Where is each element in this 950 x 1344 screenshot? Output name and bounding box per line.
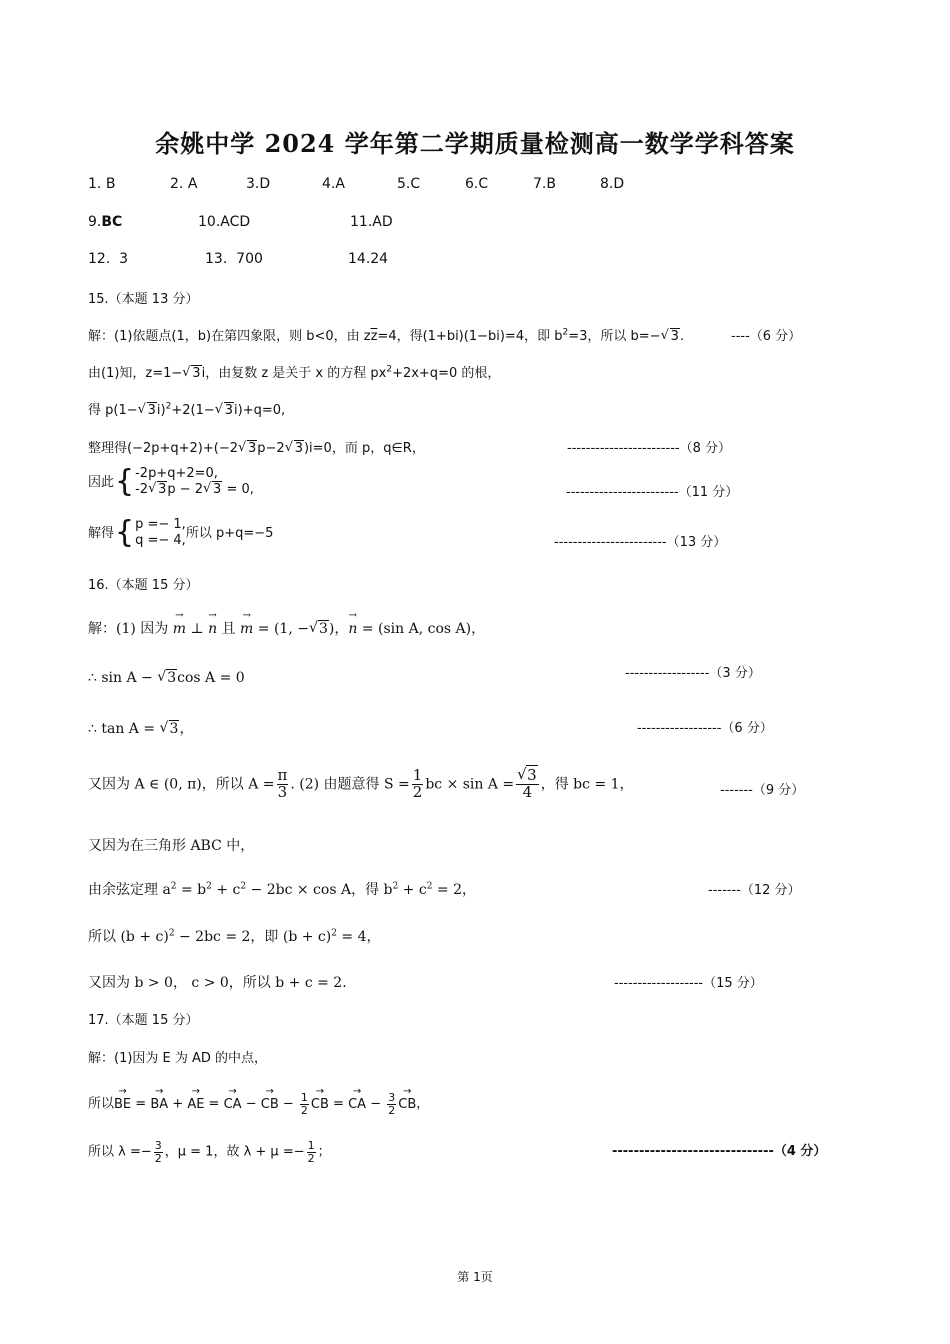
q15-score-8: ------------------------（8 分） bbox=[567, 441, 731, 456]
fraction-3-2 bbox=[387, 1092, 396, 1116]
q16-l3-text: ∴ tan A = bbox=[88, 721, 160, 737]
q15-l1-text: =4，得(1+bi)(1−bi)=4，即 b bbox=[377, 329, 563, 344]
q17-l3-text: ； bbox=[317, 1144, 331, 1160]
vector-n: → n bbox=[348, 621, 357, 637]
equation-2: q =− 4, bbox=[135, 533, 186, 549]
superscript: 2 bbox=[386, 364, 393, 375]
q16-l4-text: ，得 bc = 1， bbox=[540, 776, 634, 793]
superscript: 2 bbox=[331, 928, 337, 939]
fraction-1-2 bbox=[412, 768, 424, 801]
denominator: 4 bbox=[522, 782, 533, 801]
q16-line-3 bbox=[88, 718, 193, 738]
answer-num: 4. bbox=[322, 176, 336, 192]
eq-text: = 0, bbox=[222, 482, 254, 498]
q15-score-11: ------------------------（11 分） bbox=[566, 485, 739, 500]
q16-l1-text: = (1, − bbox=[257, 621, 309, 637]
answer-value: C bbox=[410, 176, 421, 192]
q17-l2-text: 所以 bbox=[88, 1096, 115, 1112]
answer-value: A bbox=[335, 176, 345, 192]
q16-l7-text: 所以 (b + c) bbox=[88, 929, 169, 945]
answer-7 bbox=[533, 176, 556, 192]
radicand: 3 bbox=[167, 670, 177, 686]
superscript: 2 bbox=[392, 881, 399, 892]
numerator: 3 bbox=[388, 1091, 396, 1104]
fraction-3-2 bbox=[154, 1140, 163, 1164]
vector-BE: → BE bbox=[114, 1097, 131, 1112]
answer-value: 3 bbox=[119, 251, 129, 267]
sqrt-symbol bbox=[148, 482, 167, 498]
q15-l1-text: 解：(1)依题点(1，b)在第四象限，则 b<0，由 z bbox=[88, 329, 371, 344]
vector-CB: → CB bbox=[398, 1097, 416, 1112]
fraction-pi-3 bbox=[277, 768, 289, 801]
radicand: 3 bbox=[147, 403, 156, 418]
answer-6 bbox=[465, 176, 488, 192]
q16-l2-text: ∴ sin A − bbox=[88, 670, 158, 686]
q16-l6-text: + c bbox=[398, 882, 427, 898]
q15-l5-text: 因此 bbox=[88, 474, 115, 490]
vector-m: → m bbox=[173, 621, 186, 637]
numerator: 1 bbox=[307, 1139, 315, 1152]
answer-num: 12. bbox=[88, 251, 111, 267]
sqrt-symbol bbox=[215, 403, 234, 418]
vector-m: → m bbox=[240, 621, 253, 637]
answer-num: 13. bbox=[205, 251, 228, 267]
answer-num: 5. bbox=[397, 176, 411, 192]
q16-l6-text: = 2， bbox=[432, 882, 476, 898]
superscript: 2 bbox=[206, 881, 212, 892]
sqrt-symbol bbox=[138, 403, 157, 418]
sqrt-symbol bbox=[661, 329, 680, 344]
answer-value: BC bbox=[101, 214, 123, 230]
q16-line-6 bbox=[88, 879, 476, 899]
radicand: 3 bbox=[318, 621, 328, 637]
superscript: 2 bbox=[165, 401, 172, 412]
answer-value: ACD bbox=[220, 214, 251, 230]
q16-l6-text: 由余弦定理 a bbox=[88, 882, 171, 898]
superscript: 2 bbox=[562, 327, 569, 338]
answer-num: 7. bbox=[533, 176, 547, 192]
equation-system bbox=[135, 466, 254, 499]
answer-value: D bbox=[259, 176, 271, 192]
q16-l4-text: 又因为 A ∈ (0, π)，所以 A = bbox=[88, 776, 275, 793]
numerator: 1 bbox=[412, 766, 423, 784]
q15-l6-text: 所以 p+q=−5 bbox=[185, 525, 274, 541]
page-footer: 第 1页 bbox=[457, 1270, 493, 1284]
q16-l3-text: ， bbox=[179, 721, 194, 737]
numerator: 3 bbox=[154, 1139, 162, 1152]
vector-n: → n bbox=[208, 621, 217, 637]
numerator: π bbox=[277, 766, 288, 784]
answer-value: C bbox=[478, 176, 489, 192]
answer-num: 1. bbox=[88, 176, 102, 192]
answer-9 bbox=[88, 214, 122, 230]
answer-num: 3. bbox=[246, 176, 260, 192]
q15-line-4 bbox=[88, 437, 425, 456]
q16-line-2 bbox=[88, 670, 245, 686]
q16-header: 16.（本题 15 分） bbox=[88, 578, 199, 593]
q16-line-1: 解：(1) 因为 → m ⊥ → n 且 → m = (1, − √ 3)，→ n = (sin A, cos A)， bbox=[88, 618, 485, 638]
q16-l6-text: = b bbox=[176, 882, 207, 898]
q16-score-3: ------------------（3 分） bbox=[625, 666, 761, 681]
q16-l2-text: cos A = 0 bbox=[177, 670, 245, 686]
superscript: 2 bbox=[170, 881, 177, 892]
answer-num: 9. bbox=[88, 214, 102, 230]
radicand: 3 bbox=[192, 366, 201, 381]
denominator: 2 bbox=[307, 1151, 315, 1165]
q17-header: 17.（本题 15 分） bbox=[88, 1013, 199, 1028]
q16-line-7 bbox=[88, 926, 381, 946]
q16-line-4 bbox=[88, 768, 634, 801]
answer-1 bbox=[88, 176, 115, 192]
q17-score-4: ------------------------------（4 分） bbox=[612, 1144, 827, 1159]
q16-l6-text: − 2bc × cos A，得 b bbox=[246, 882, 393, 898]
q16-l4-text: bc × sin A = bbox=[425, 776, 515, 793]
sqrt-symbol bbox=[160, 721, 180, 737]
q15-l6-text: 解得 bbox=[88, 525, 115, 541]
answer-num: 11. bbox=[350, 214, 373, 230]
answer-num: 8. bbox=[600, 176, 614, 192]
q15-line-2 bbox=[88, 362, 500, 381]
q17-line-3 bbox=[88, 1140, 331, 1164]
sqrt-symbol bbox=[238, 441, 257, 456]
radicand: 3 bbox=[213, 482, 222, 498]
numerator: 1 bbox=[300, 1091, 308, 1104]
q16-score-15: -------------------（15 分） bbox=[614, 976, 763, 991]
q16-l1-text: )， bbox=[328, 621, 349, 637]
radicand: 3 bbox=[169, 721, 179, 737]
q16-l4-text: . (2) 由题意得 S = bbox=[290, 776, 410, 793]
q16-l7-text: = 4， bbox=[336, 929, 381, 945]
eq-text: -2 bbox=[135, 482, 149, 498]
q15-score-6: ----（6 分） bbox=[731, 329, 802, 344]
equation-2 bbox=[135, 482, 254, 498]
answer-3 bbox=[246, 176, 270, 192]
sqrt-symbol bbox=[517, 768, 538, 784]
sqrt-symbol bbox=[157, 670, 177, 686]
radicand: 3 bbox=[294, 441, 303, 456]
q15-line-6 bbox=[88, 517, 273, 550]
q15-line-3: 得 p(1− √ 3i)$^2$+2(1− √ 3i)+q=0, bbox=[88, 399, 285, 418]
q15-l2-text: i，由复数 z 是关于 x 的方程 px bbox=[201, 366, 387, 381]
answer-num: 14. bbox=[348, 251, 371, 267]
denominator: 2 bbox=[154, 1151, 162, 1165]
superscript: 2 bbox=[240, 881, 247, 892]
sqrt-symbol bbox=[203, 482, 222, 498]
denominator: 2 bbox=[300, 1103, 308, 1117]
q15-line-1: 解：(1)依题点(1，b)在第四象限，则 b<0，由 $z\overline{z}=4$，得(1+bi)(1−bi)=4，即 $b^2=3$，所以 b=− √ 3. bbox=[88, 325, 684, 344]
radicand: 3 bbox=[527, 766, 537, 784]
answer-12 bbox=[88, 251, 128, 267]
equation-1: p =− 1, bbox=[135, 517, 186, 532]
equation-1: -2p+q+2=0, bbox=[135, 466, 218, 481]
q16-l1-text: = (sin A, cos A)， bbox=[361, 621, 486, 637]
q15-l2-text: 由(1)知，z=1− bbox=[88, 366, 183, 381]
answer-num: 6. bbox=[465, 176, 479, 192]
answer-num: 2. bbox=[170, 176, 184, 192]
left-brace-icon: { bbox=[115, 464, 135, 500]
denominator: 3 bbox=[277, 782, 288, 801]
radicand: 3 bbox=[670, 329, 679, 344]
q15-l1-text: =3，所以 b=− bbox=[568, 329, 661, 344]
q15-l4-text: p−2 bbox=[257, 441, 285, 456]
q17-line-2: 所以→ BE = → BA + → AE = → CA − → CB − $\frac{1}{2}$ → CB = → CA − $\frac{3}{2}$ → CB， bbox=[88, 1092, 429, 1116]
q16-line-8: 又因为 b > 0， c > 0，所以 b + c = 2. bbox=[88, 975, 347, 991]
denominator: 2 bbox=[388, 1103, 396, 1117]
answer-value: AD bbox=[372, 214, 393, 230]
vector-CA: → CA bbox=[348, 1097, 366, 1112]
answer-num: 10. bbox=[198, 214, 221, 230]
q17-line-1: 解：(1)因为 E 为 AD 的中点， bbox=[88, 1051, 268, 1066]
answer-value: D bbox=[613, 176, 625, 192]
numerator bbox=[516, 768, 539, 785]
radicand: 3 bbox=[248, 441, 257, 456]
answer-8 bbox=[600, 176, 624, 192]
vector-CB: → CB bbox=[311, 1097, 329, 1112]
eq-text: p − 2 bbox=[167, 482, 204, 498]
answer-value: B bbox=[546, 176, 556, 192]
left-brace-icon: { bbox=[115, 515, 135, 551]
q15-l4-text: 整理得(−2p+q+2)+(−2 bbox=[88, 441, 238, 456]
vector-AE: → AE bbox=[187, 1097, 204, 1112]
fraction-sqrt3-4 bbox=[516, 768, 539, 801]
q16-score-6: ------------------（6 分） bbox=[637, 721, 773, 736]
answer-2 bbox=[170, 176, 197, 192]
q16-line-5: 又因为在三角形 ABC 中， bbox=[88, 838, 255, 854]
radicand: 3 bbox=[224, 403, 234, 418]
q15-l2-text: +2x+q=0 的根， bbox=[392, 366, 501, 381]
equation-system bbox=[135, 517, 186, 550]
q16-score-12: -------（12 分） bbox=[708, 883, 801, 898]
answer-value: A bbox=[187, 176, 198, 192]
answer-5 bbox=[397, 176, 420, 192]
answer-11 bbox=[350, 214, 393, 230]
fraction-1-2 bbox=[307, 1140, 316, 1164]
page-title: 余姚中学 2024 学年第二学期质量检测高一数学学科答案 bbox=[155, 129, 795, 158]
q15-l3-text: 得 p(1− bbox=[88, 403, 138, 418]
answer-value: 700 bbox=[236, 251, 263, 267]
sqrt-symbol bbox=[285, 441, 304, 456]
answer-value: B bbox=[105, 176, 116, 192]
q15-score-13: ------------------------（13 分） bbox=[554, 535, 727, 550]
sqrt-symbol bbox=[182, 366, 201, 381]
radicand: 3 bbox=[158, 482, 167, 498]
superscript: 2 bbox=[426, 881, 433, 892]
q16-l1-text: 解：(1) 因为 bbox=[88, 621, 169, 637]
vector-CB: → CB bbox=[261, 1097, 279, 1112]
q15-line-5 bbox=[88, 466, 254, 499]
q15-header: 15.（本题 13 分） bbox=[88, 292, 199, 307]
sqrt-symbol bbox=[309, 621, 329, 637]
q15-l4-text: )i=0，而 p，q∈R， bbox=[303, 441, 425, 456]
vector-CA: → CA bbox=[224, 1097, 242, 1112]
fraction-1-2 bbox=[300, 1092, 309, 1116]
superscript: 2 bbox=[168, 928, 175, 939]
q16-l1-text: 且 bbox=[221, 621, 236, 637]
answer-value: 24 bbox=[370, 251, 389, 267]
answer-13 bbox=[205, 251, 263, 267]
answer-4 bbox=[322, 176, 345, 192]
q16-l6-text: + c bbox=[211, 882, 241, 898]
z-conjugate: $\overline{z}$ bbox=[370, 329, 378, 344]
vector-BA: → BA bbox=[150, 1097, 168, 1112]
answer-14 bbox=[348, 251, 388, 267]
q17-l3-text: ，μ = 1，故 λ + μ =− bbox=[164, 1144, 305, 1160]
denominator: 2 bbox=[412, 782, 423, 801]
answer-10 bbox=[198, 214, 250, 230]
q17-l3-text: 所以 λ =− bbox=[88, 1144, 152, 1160]
q16-l7-text: − 2bc = 2，即 (b + c) bbox=[174, 929, 332, 945]
q16-score-9: -------（9 分） bbox=[720, 783, 805, 798]
